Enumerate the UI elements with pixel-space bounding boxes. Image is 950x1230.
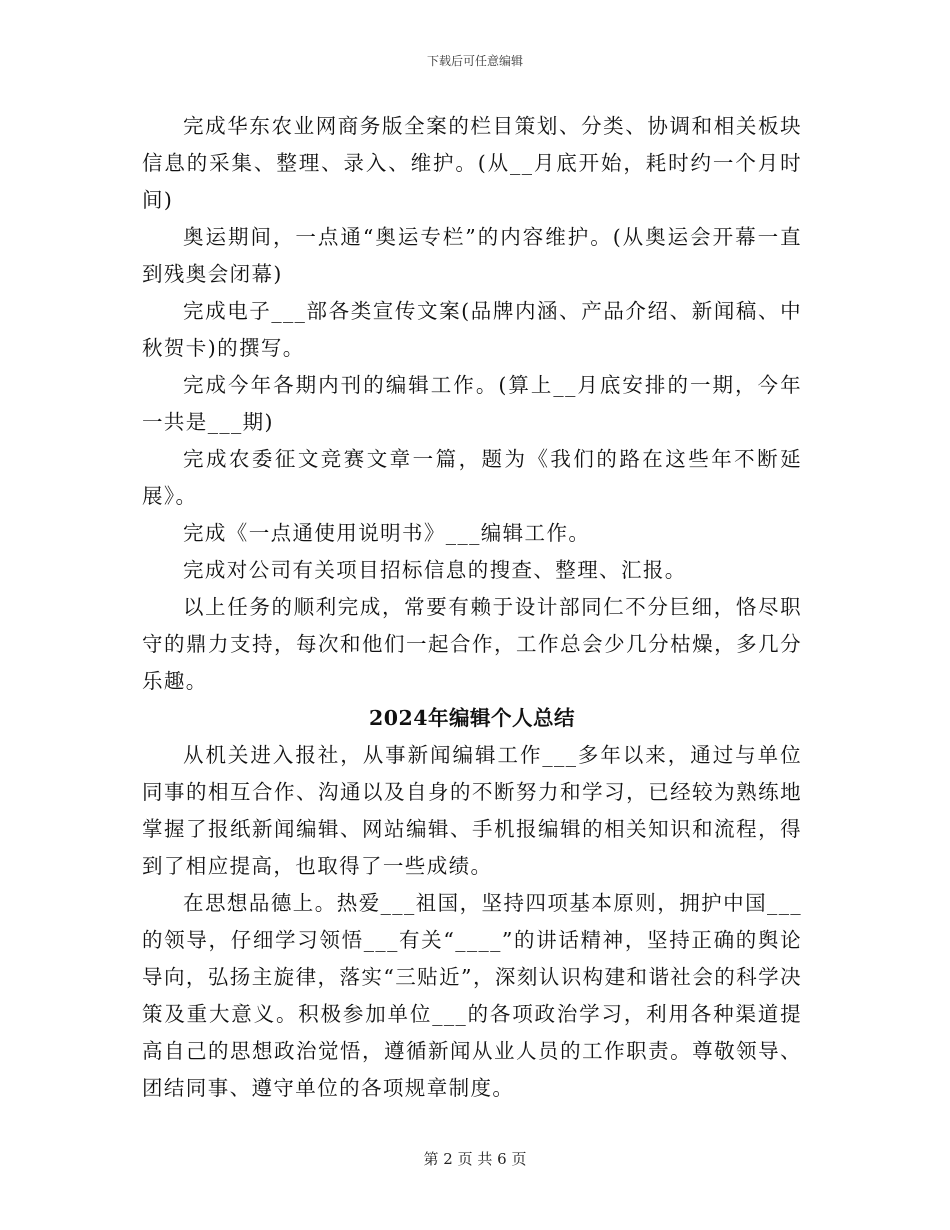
paragraph: 完成今年各期内刊的编辑工作。(算上__月底安排的一期，今年一共是___期): [142, 373, 802, 434]
paragraph: 以上任务的顺利完成，常要有赖于设计部同仁不分巨细，恪尽职守的鼎力支持，每次和他们一起合作，工作总会少几分枯燥，多几分乐趣。: [142, 595, 802, 693]
page-header: 下载后可任意编辑: [426, 54, 523, 68]
paragraph: 完成农委征文竞赛文章一篇，题为《我们的路在这些年不断延展》。: [142, 447, 802, 508]
paragraph: 完成华东农业网商务版全案的栏目策划、分类、协调和相关板块信息的采集、整理、录入、维护。(从__月底开始，耗时约一个月时间): [142, 114, 802, 212]
paragraph: 从机关进入报社，从事新闻编辑工作___多年以来，通过与单位同事的相互合作、沟通以及自身的不断努力和学习，已经较为熟练地掌握了报纸新闻编辑、网站编辑、手机报编辑的相关知识和流程，得到了相应提高，也取得了一些成绩。: [142, 743, 802, 878]
paragraph: 完成《一点通使用说明书》___编辑工作。: [183, 521, 591, 545]
paragraph: 奥运期间，一点通“奥运专栏”的内容维护。(从奥运会开幕一直到残奥会闭幕): [142, 225, 802, 286]
paragraph: 完成对公司有关项目招标信息的搜查、整理、汇报。: [183, 558, 687, 582]
document-body: [142, 108, 802, 1107]
page-footer: 第 2 页 共 6 页: [423, 1150, 527, 1168]
section-title: 2024年编辑个人总结: [368, 706, 576, 730]
paragraph: 在思想品德上。热爱___祖国，坚持四项基本原则，拥护中国___的领导，仔细学习领悟___有关“____”的讲话精神，坚持正确的舆论导向，弘扬主旋律，落实“三贴近”，深刻认识构建和谐社会的科学决策及重大意义。积极参加单位___的各项政治学习，利用各种渠道提高自己的思想政治觉悟，遵循新闻从业人员的工作职责。尊敬领导、团结同事、遵守单位的各项规章制度。: [142, 891, 802, 1100]
paragraph: 完成电子___部各类宣传文案(品牌内涵、产品介绍、新闻稿、中秋贺卡)的撰写。: [142, 299, 802, 360]
